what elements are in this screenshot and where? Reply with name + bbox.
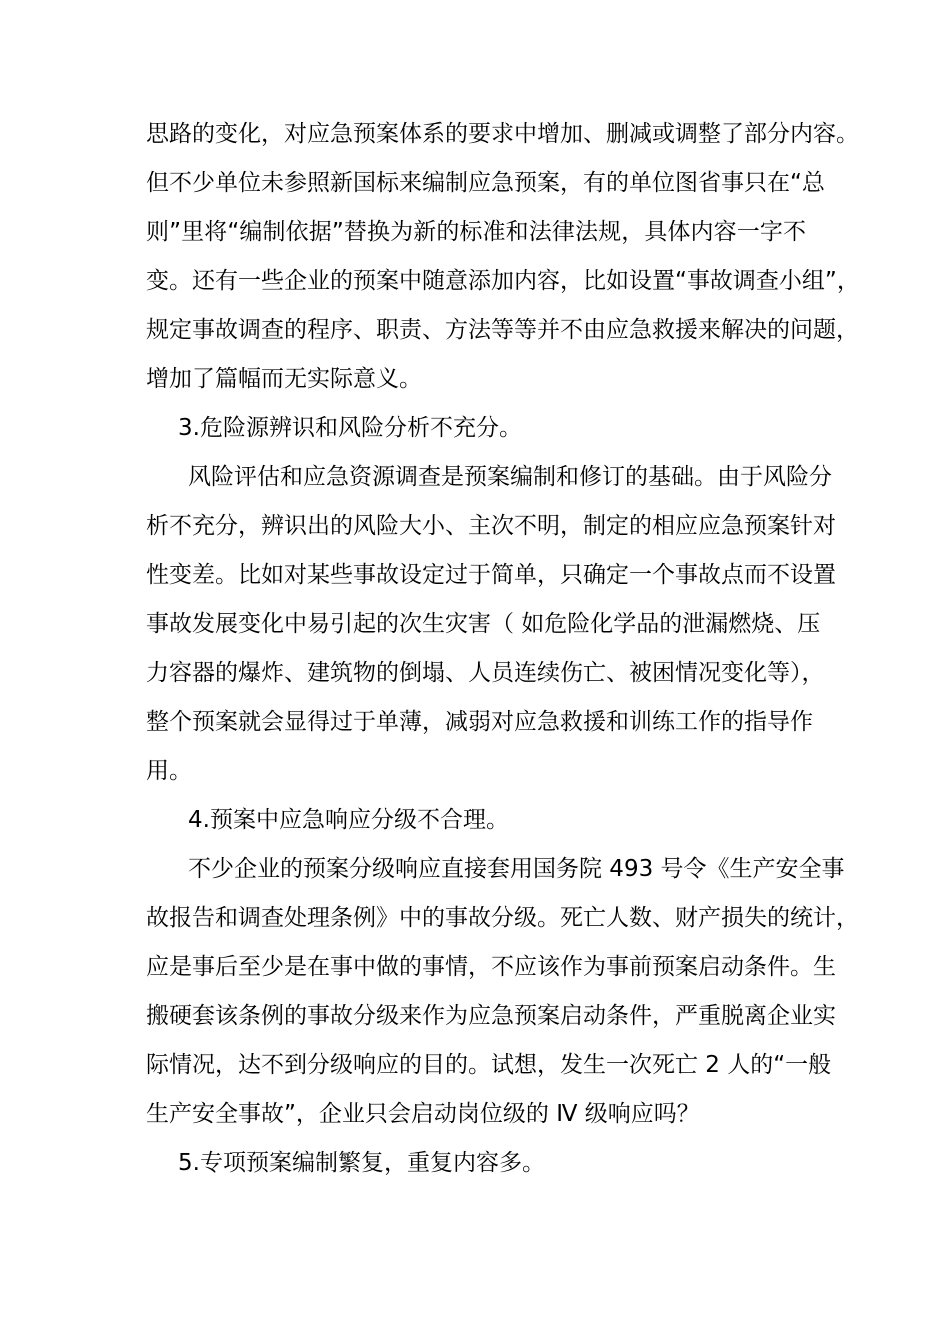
text-line: 规定事故调查的程序、职责、方法等等并不由应急救援来解决的问题， bbox=[146, 317, 859, 343]
text-line: 用。 bbox=[146, 758, 192, 784]
text-line: 增加了篇幅而无实际意义。 bbox=[146, 366, 422, 392]
paragraph-risk-analysis bbox=[146, 453, 836, 796]
text-line: 性变差。比如对某些事故设定过于简单，只确定一个事故点而不设置 bbox=[146, 562, 836, 588]
section-heading-4 bbox=[146, 796, 806, 845]
text-line: 搬硬套该条例的事故分级来作为应急预案启动条件，严重脱离企业实 bbox=[146, 1003, 836, 1029]
text-line: 则”里将“编制依据”替换为新的标准和法律法规，具体内容一字不 bbox=[146, 219, 806, 245]
text-line: 但不少单位未参照新国标来编制应急预案，有的单位图省事只在“总 bbox=[146, 170, 825, 196]
text-line: 风险评估和应急资源调查是预案编制和修订的基础。由于风险分 bbox=[188, 464, 832, 490]
section-heading-3 bbox=[146, 404, 806, 453]
text-line: 际情况，达不到分级响应的目的。试想，发生一次死亡 2 人的“一般 bbox=[146, 1052, 832, 1078]
text-line: 力容器的爆炸、建筑物的倒塌、人员连续伤亡、被困情况变化等）， bbox=[146, 660, 825, 686]
section-heading-5 bbox=[146, 1139, 806, 1188]
text-line: 析不充分，辨识出的风险大小、主次不明，制定的相应应急预案针对 bbox=[146, 513, 836, 539]
heading-text: 3.危险源辨识和风险分析不充分。 bbox=[178, 415, 522, 441]
document-body bbox=[146, 110, 860, 1188]
paragraph-response-levels bbox=[146, 845, 859, 1139]
heading-text: 5.专项预案编制繁复，重复内容多。 bbox=[178, 1150, 545, 1176]
text-line: 事故发展变化中易引起的次生灾害（ 如危险化学品的泄漏燃烧、压 bbox=[146, 611, 821, 637]
text-line: 整个预案就会显得过于单薄，减弱对应急救援和训练工作的指导作 bbox=[146, 709, 813, 735]
text-line: 生产安全事故”，企业只会启动岗位级的 Ⅳ 级响应吗？ bbox=[146, 1101, 700, 1127]
paragraph-continuation bbox=[146, 110, 860, 404]
text-line: 思路的变化，对应急预案体系的要求中增加、删减或调整了部分内容。 bbox=[146, 121, 859, 147]
text-line: 应是事后至少是在事中做的事情，不应该作为事前预案启动条件。生 bbox=[146, 954, 836, 980]
text-line: 不少企业的预案分级响应直接套用国务院 493 号令《生产安全事 bbox=[188, 856, 845, 882]
text-line: 故报告和调查处理条例》中的事故分级。死亡人数、财产损失的统计， bbox=[146, 905, 859, 931]
text-line: 变。还有一些企业的预案中随意添加内容，比如设置“事故调查小组”， bbox=[146, 268, 860, 294]
heading-text: 4.预案中应急响应分级不合理。 bbox=[188, 807, 509, 833]
